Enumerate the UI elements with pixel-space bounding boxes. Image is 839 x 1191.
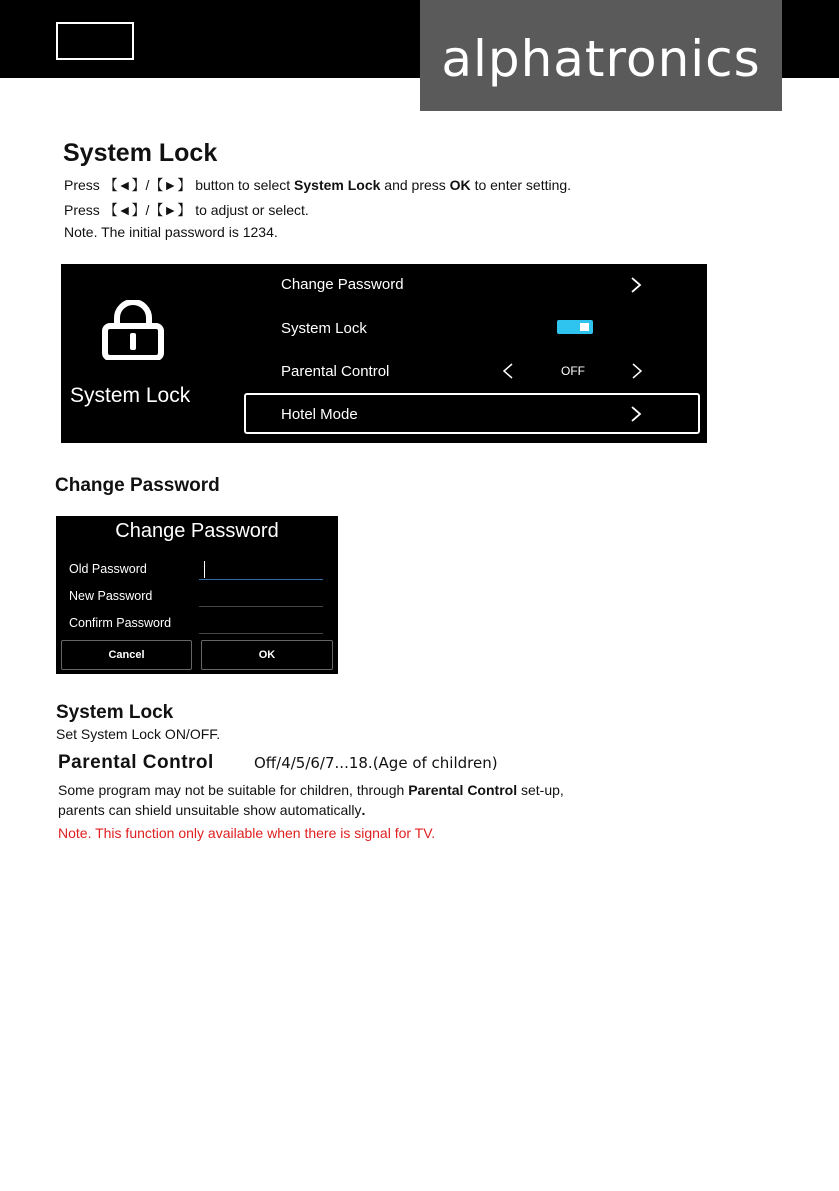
parental-description-line-2 xyxy=(58,802,365,818)
chevron-right-icon xyxy=(630,276,642,294)
menu-item-change-password[interactable]: Change Password xyxy=(281,276,404,293)
text: and press xyxy=(384,177,446,193)
section-title-system-lock: System Lock xyxy=(63,139,218,167)
ok-button[interactable]: OK xyxy=(201,640,333,670)
change-password-dialog-screenshot xyxy=(56,516,338,674)
heading-parental-control: Parental Control xyxy=(58,752,214,773)
new-password-input[interactable] xyxy=(199,591,323,607)
confirm-password-label: Confirm Password xyxy=(69,616,172,630)
instruction-line-1 xyxy=(64,175,571,195)
menu-side-title: System Lock xyxy=(70,384,191,407)
system-lock-description: Set System Lock ON/OFF. xyxy=(56,726,221,742)
bold-text: . xyxy=(361,802,366,818)
cancel-button[interactable]: Cancel xyxy=(61,640,192,670)
text: Press xyxy=(64,177,100,193)
parental-control-note: Note. This function only available when there is signal for TV. xyxy=(58,825,436,841)
parental-control-value: OFF xyxy=(561,364,585,378)
menu-item-system-lock[interactable]: System Lock xyxy=(281,320,367,337)
chevron-right-icon xyxy=(630,405,642,423)
old-password-label: Old Password xyxy=(69,562,147,576)
bold-text: OK xyxy=(449,177,471,193)
menu-item-parental-control[interactable]: Parental Control xyxy=(281,363,390,380)
text: Press xyxy=(64,202,100,218)
arrow-keys: 【◄】/【►】 xyxy=(103,202,192,218)
text: Some program may not be suitable for children, through xyxy=(58,782,405,798)
dialog-title: Change Password xyxy=(115,520,279,542)
chevron-right-icon[interactable] xyxy=(631,362,643,380)
old-password-input[interactable] xyxy=(199,564,323,580)
parental-description-line-1 xyxy=(58,782,564,798)
chevron-left-icon[interactable] xyxy=(502,362,514,380)
text: to adjust or select. xyxy=(195,202,309,218)
text-cursor xyxy=(204,561,205,578)
arrow-keys: 【◄】/【►】 xyxy=(103,177,192,193)
initial-password-note: Note. The initial password is 1234. xyxy=(64,224,278,240)
brand-logo: alphatronics xyxy=(420,0,782,111)
heading-system-lock: System Lock xyxy=(56,702,174,723)
instruction-line-2 xyxy=(64,200,309,220)
system-lock-toggle[interactable] xyxy=(557,320,593,334)
system-lock-menu-screenshot xyxy=(61,264,707,443)
bold-text: Parental Control xyxy=(408,782,518,798)
page-number-box xyxy=(56,22,134,60)
parental-control-range: Off/4/5/6/7...18.(Age of children) xyxy=(254,754,498,772)
confirm-password-input[interactable] xyxy=(199,618,323,634)
text: to enter setting. xyxy=(474,177,572,193)
text: set-up, xyxy=(520,782,564,798)
heading-change-password: Change Password xyxy=(55,475,220,496)
toggle-knob xyxy=(580,323,589,331)
text: parents can shield unsuitable show automatically xyxy=(58,802,362,818)
text: button to select xyxy=(195,177,291,193)
new-password-label: New Password xyxy=(69,589,153,603)
menu-item-hotel-mode[interactable]: Hotel Mode xyxy=(281,406,358,423)
bold-text: System Lock xyxy=(294,177,381,193)
lock-icon xyxy=(101,300,165,360)
